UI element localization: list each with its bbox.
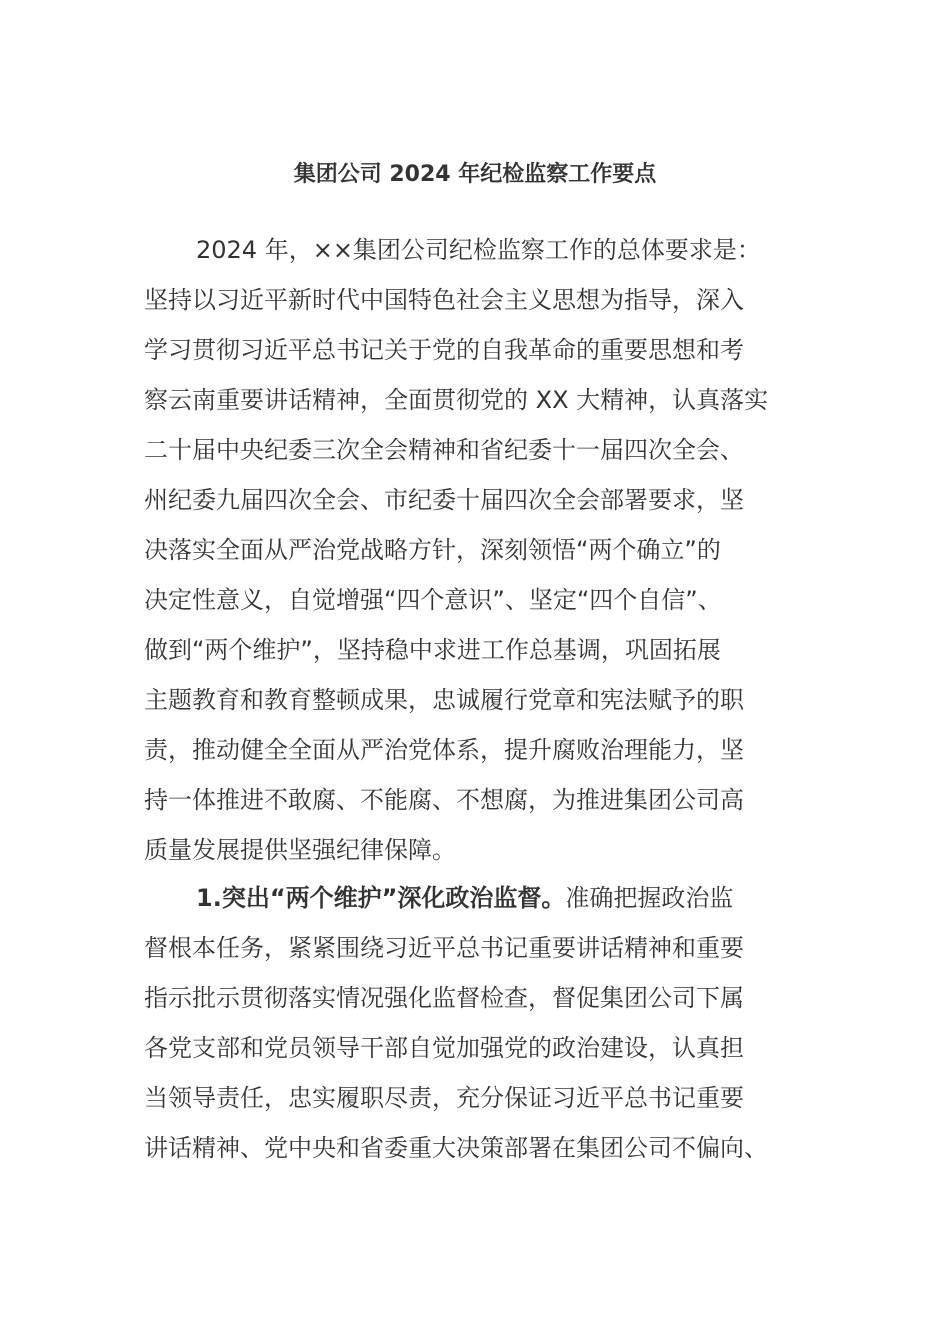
intro-line: 学习贯彻习近平总书记关于党的自我革命的重要思想和考 xyxy=(144,336,744,364)
intro-line: 二十届中央纪委三次全会精神和省纪委十一届四次全会、 xyxy=(144,436,744,464)
section1-line: 指示批示贯彻落实情况强化监督检查，督促集团公司下属 xyxy=(144,984,744,1012)
intro-line: 坚持以习近平新时代中国特色社会主义思想为指导，深入 xyxy=(144,286,744,314)
section1-line: 讲话精神、党中央和省委重大决策部署在集团公司不偏向、 xyxy=(144,1134,768,1162)
intro-line: 质量发展提供坚强纪律保障。 xyxy=(144,836,456,864)
section1-heading: 1.突出“两个维护”深化政治监督。 xyxy=(196,884,566,912)
intro-line: 决落实全面从严治党战略方针，深刻领悟“两个确立”的 xyxy=(144,536,721,564)
document-title: 集团公司 2024 年纪检监察工作要点 xyxy=(293,162,657,187)
intro-line: 责，推动健全全面从严治党体系，提升腐败治理能力，坚 xyxy=(144,736,744,764)
section1-first-line xyxy=(196,873,824,923)
section1-first-line-text: 准确把握政治监 xyxy=(565,884,734,912)
section1-line: 当领导责任，忠实履职尽责，充分保证习近平总书记重要 xyxy=(144,1084,744,1112)
intro-line: 2024 年，××集团公司纪检监察工作的总体要求是： xyxy=(196,236,761,264)
section1-line: 督根本任务，紧紧围绕习近平总书记重要讲话精神和重要 xyxy=(144,934,744,962)
intro-line: 主题教育和教育整顿成果，忠诚履行党章和宪法赋予的职 xyxy=(144,686,744,714)
intro-line: 持一体推进不敢腐、不能腐、不想腐，为推进集团公司高 xyxy=(144,786,744,814)
intro-line: 做到“两个维护”，坚持稳中求进工作总基调，巩固拓展 xyxy=(144,636,721,664)
intro-line: 决定性意义，自觉增强“四个意识”、坚定“四个自信”、 xyxy=(144,586,722,614)
section1-line: 各党支部和党员领导干部自觉加强党的政治建设，认真担 xyxy=(144,1034,744,1062)
intro-line: 州纪委九届四次全会、市纪委十届四次全会部署要求，坚 xyxy=(144,486,744,514)
intro-line: 察云南重要讲话精神，全面贯彻党的 XX 大精神，认真落实 xyxy=(144,386,769,414)
